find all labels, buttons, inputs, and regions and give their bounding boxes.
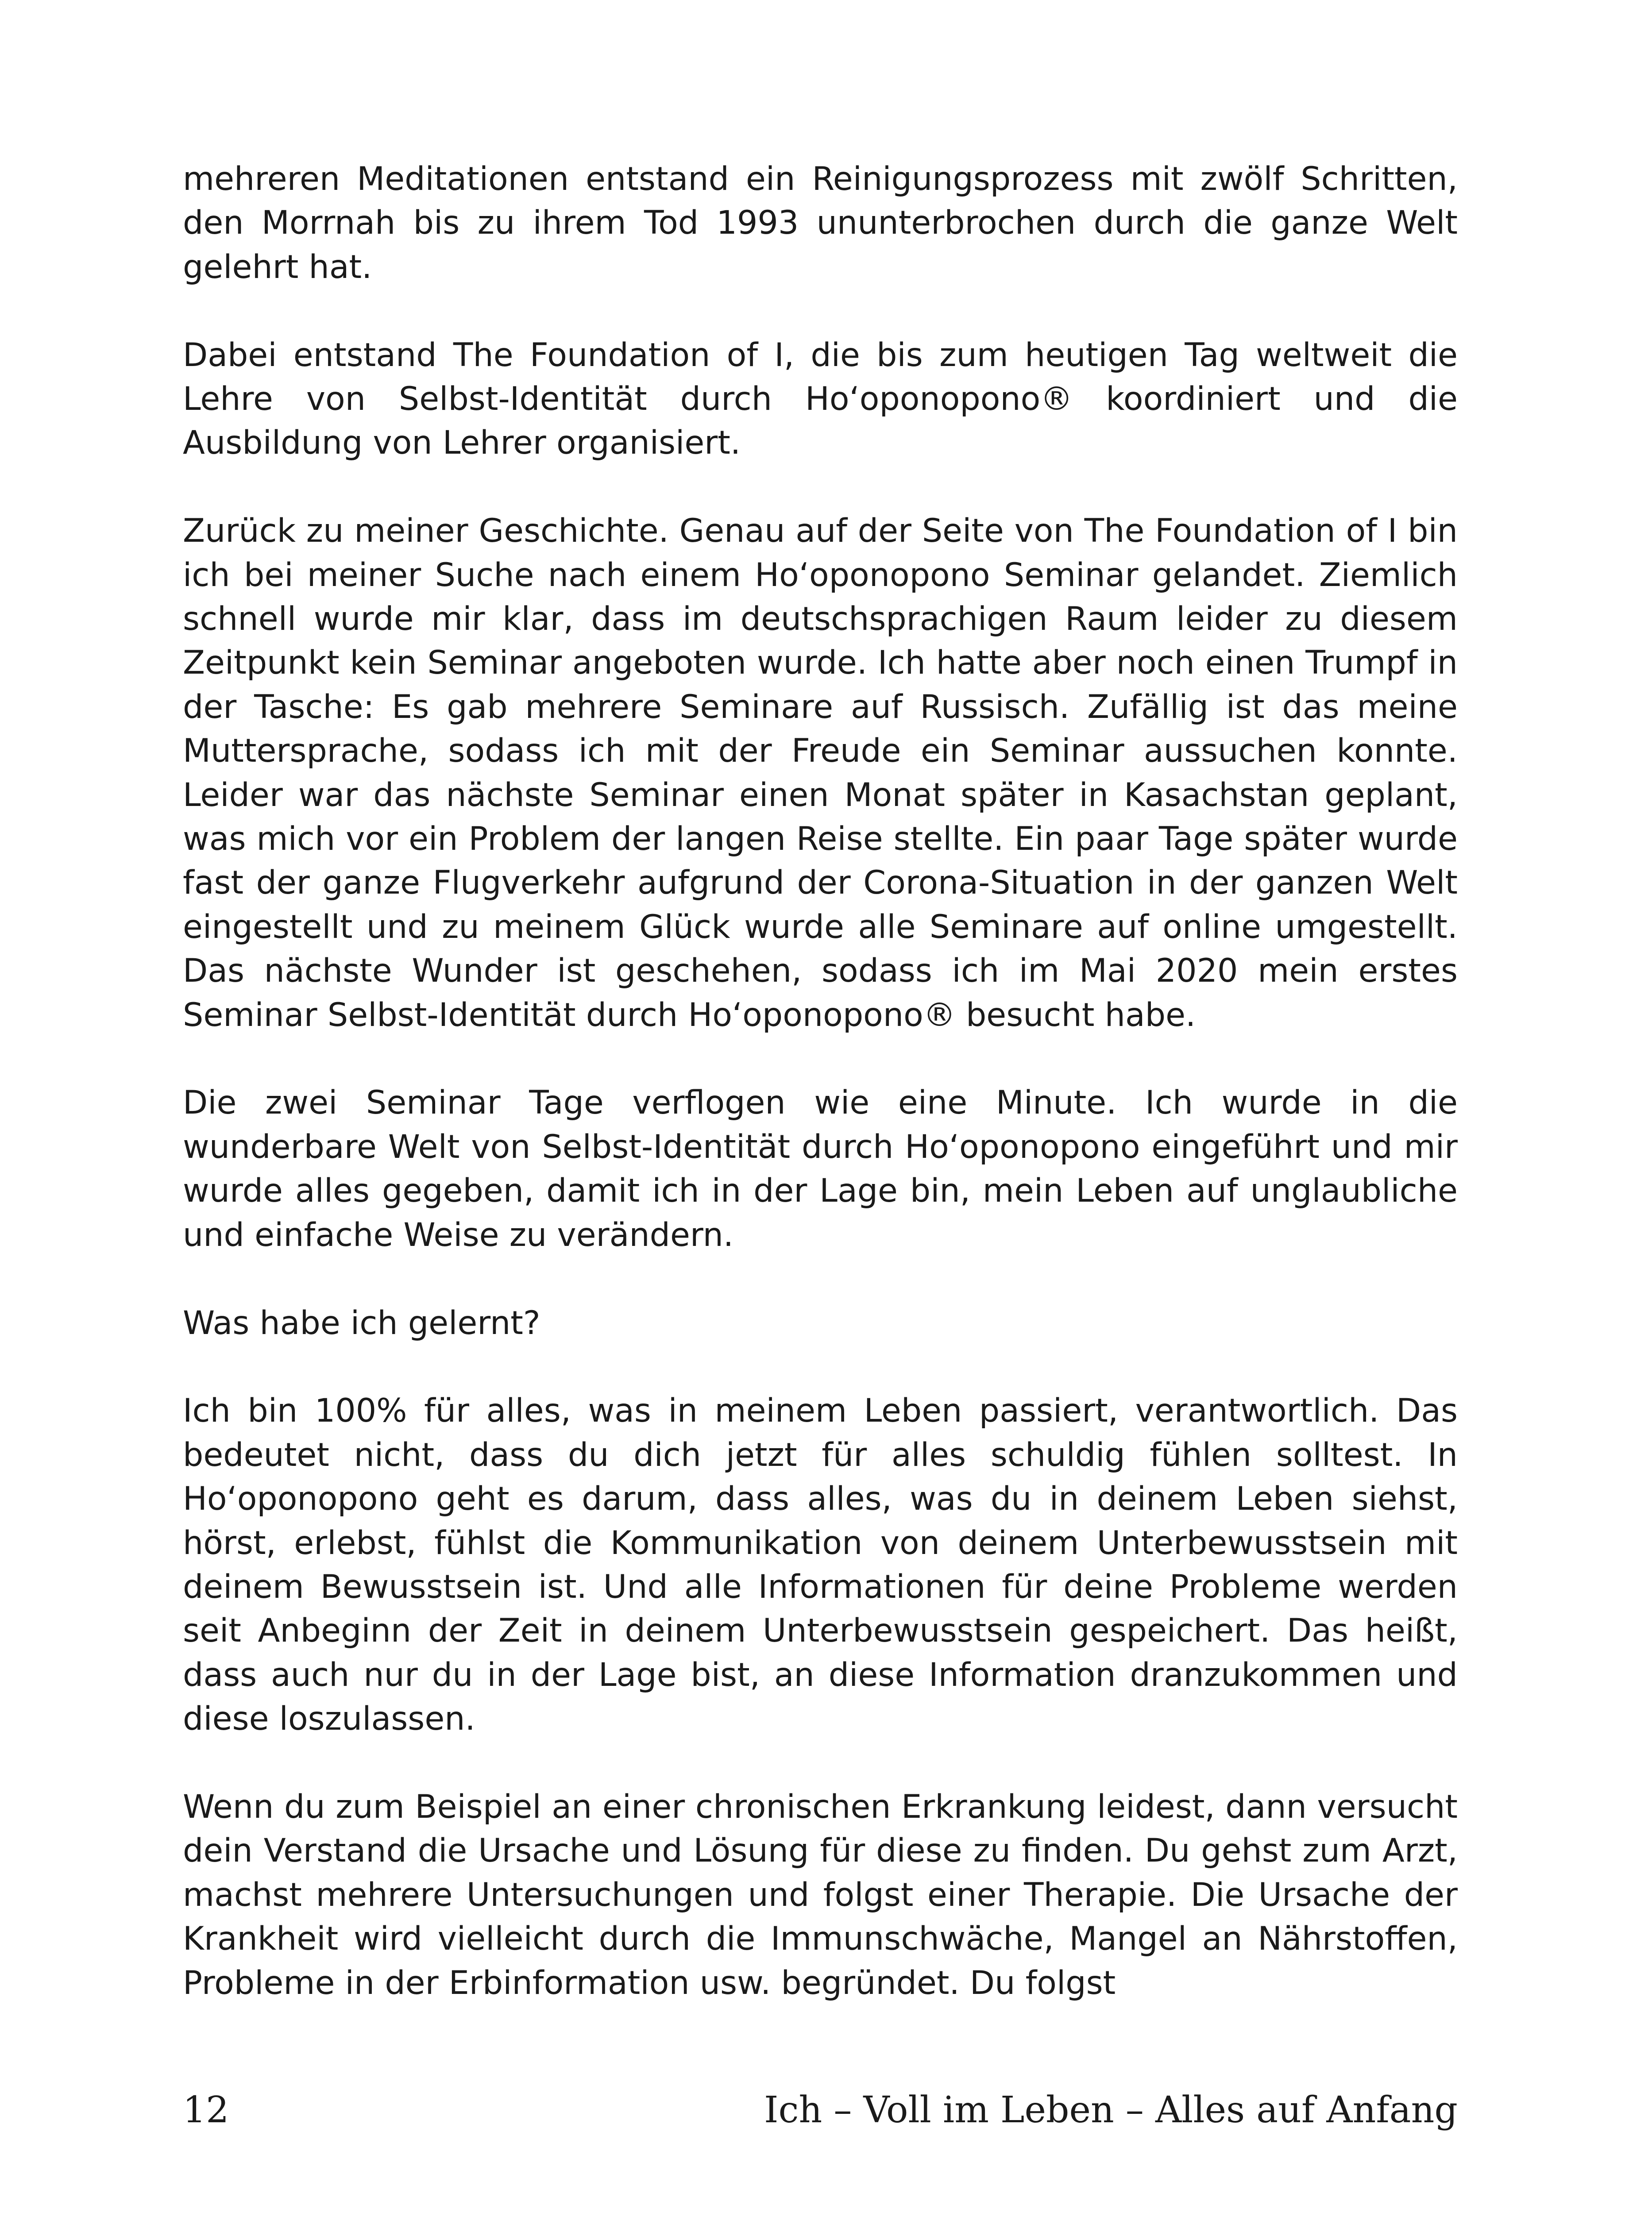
paragraph: Zurück zu meiner Geschichte. Genau auf der Seite von The Foundation of I bin ich bei meiner Suche nach einem Hoʻoponopono Seminar gelandet. Ziemlich schnell wurde mir klar, dass im deutschsprachigen Raum leider zu diesem Zeitpunkt kein Seminar angeboten wurde. Ich hatte aber noch einen Trumpf in der Tasche: Es gab mehrere Seminare auf Russisch. Zufällig ist das meine Muttersprache, sodass ich mit der Freude ein Seminar aussuchen konnte. Leider war das nächste Seminar einen Monat später in Kasachstan geplant, was mich vor ein Problem der langen Reise stellte. Ein paar Tage später wurde fast der ganze Flugverkehr aufgrund der Corona-Situation in der ganzen Welt eingestellt und zu meinem Glück wurde alle Seminare auf online umgestellt. Das nächste Wunder ist geschehen, sodass ich im Mai 2020 mein erstes Seminar Selbst-Identität durch Hoʻoponopono® besucht habe. — [183, 512, 1458, 1034]
body-text — [183, 157, 1458, 2005]
paragraph: Ich bin 100% für alles, was in meinem Leben passiert, verantwortlich. Das bedeutet nicht, dass du dich jetzt für alles schuldig fühlen solltest. In Hoʻoponopono geht es darum, dass alles, was du in deinem Leben siehst, hörst, erlebst, fühlst die Kommunikation von deinem Unterbewusstsein mit deinem Bewusstsein ist. Und alle Informationen für deine Probleme werden seit Anbeginn der Zeit in deinem Unterbewusstsein gespeichert. Das heißt, dass auch nur du in der Lage bist, an diese Information dranzukommen und diese loszulassen. — [183, 1392, 1458, 1738]
running-title: Ich – Voll im Leben – Alles auf Anfang — [764, 2089, 1458, 2131]
paragraph: Die zwei Seminar Tage verflogen wie eine Minute. Ich wurde in die wunderbare Welt von Selbst-Identität durch Hoʻoponopono eingeführt und mir wurde alles gegeben, damit ich in der Lage bin, mein Leben auf unglaubliche und einfache Weise zu verändern. — [183, 1084, 1458, 1254]
paragraph: Was habe ich gelernt? — [183, 1304, 540, 1342]
paragraph: mehreren Meditationen entstand ein Reinigungsprozess mit zwölf Schritten, den Morrnah bis zu ihrem Tod 1993 ununterbrochen durch die ganze Welt gelehrt hat. — [183, 160, 1458, 286]
page-footer — [183, 2089, 1458, 2142]
page-number: 12 — [183, 2089, 229, 2131]
paragraph: Wenn du zum Beispiel an einer chronischen Erkrankung leidest, dann versucht dein Verstand die Ursache und Lösung für diese zu finden. Du gehst zum Arzt, machst mehrere Untersuchungen und folgst einer Therapie. Die Ursache der Krankheit wird vielleicht durch die Immunschwäche, Mangel an Nährstoffen, Probleme in der Erbinformation usw. begründet. Du folgst — [183, 1788, 1458, 2002]
paragraph: Dabei entstand The Foundation of I, die bis zum heutigen Tag weltweit die Lehre von Selbst-Identität durch Hoʻoponopono® koordiniert und die Ausbildung von Lehrer organisiert. — [183, 336, 1458, 462]
